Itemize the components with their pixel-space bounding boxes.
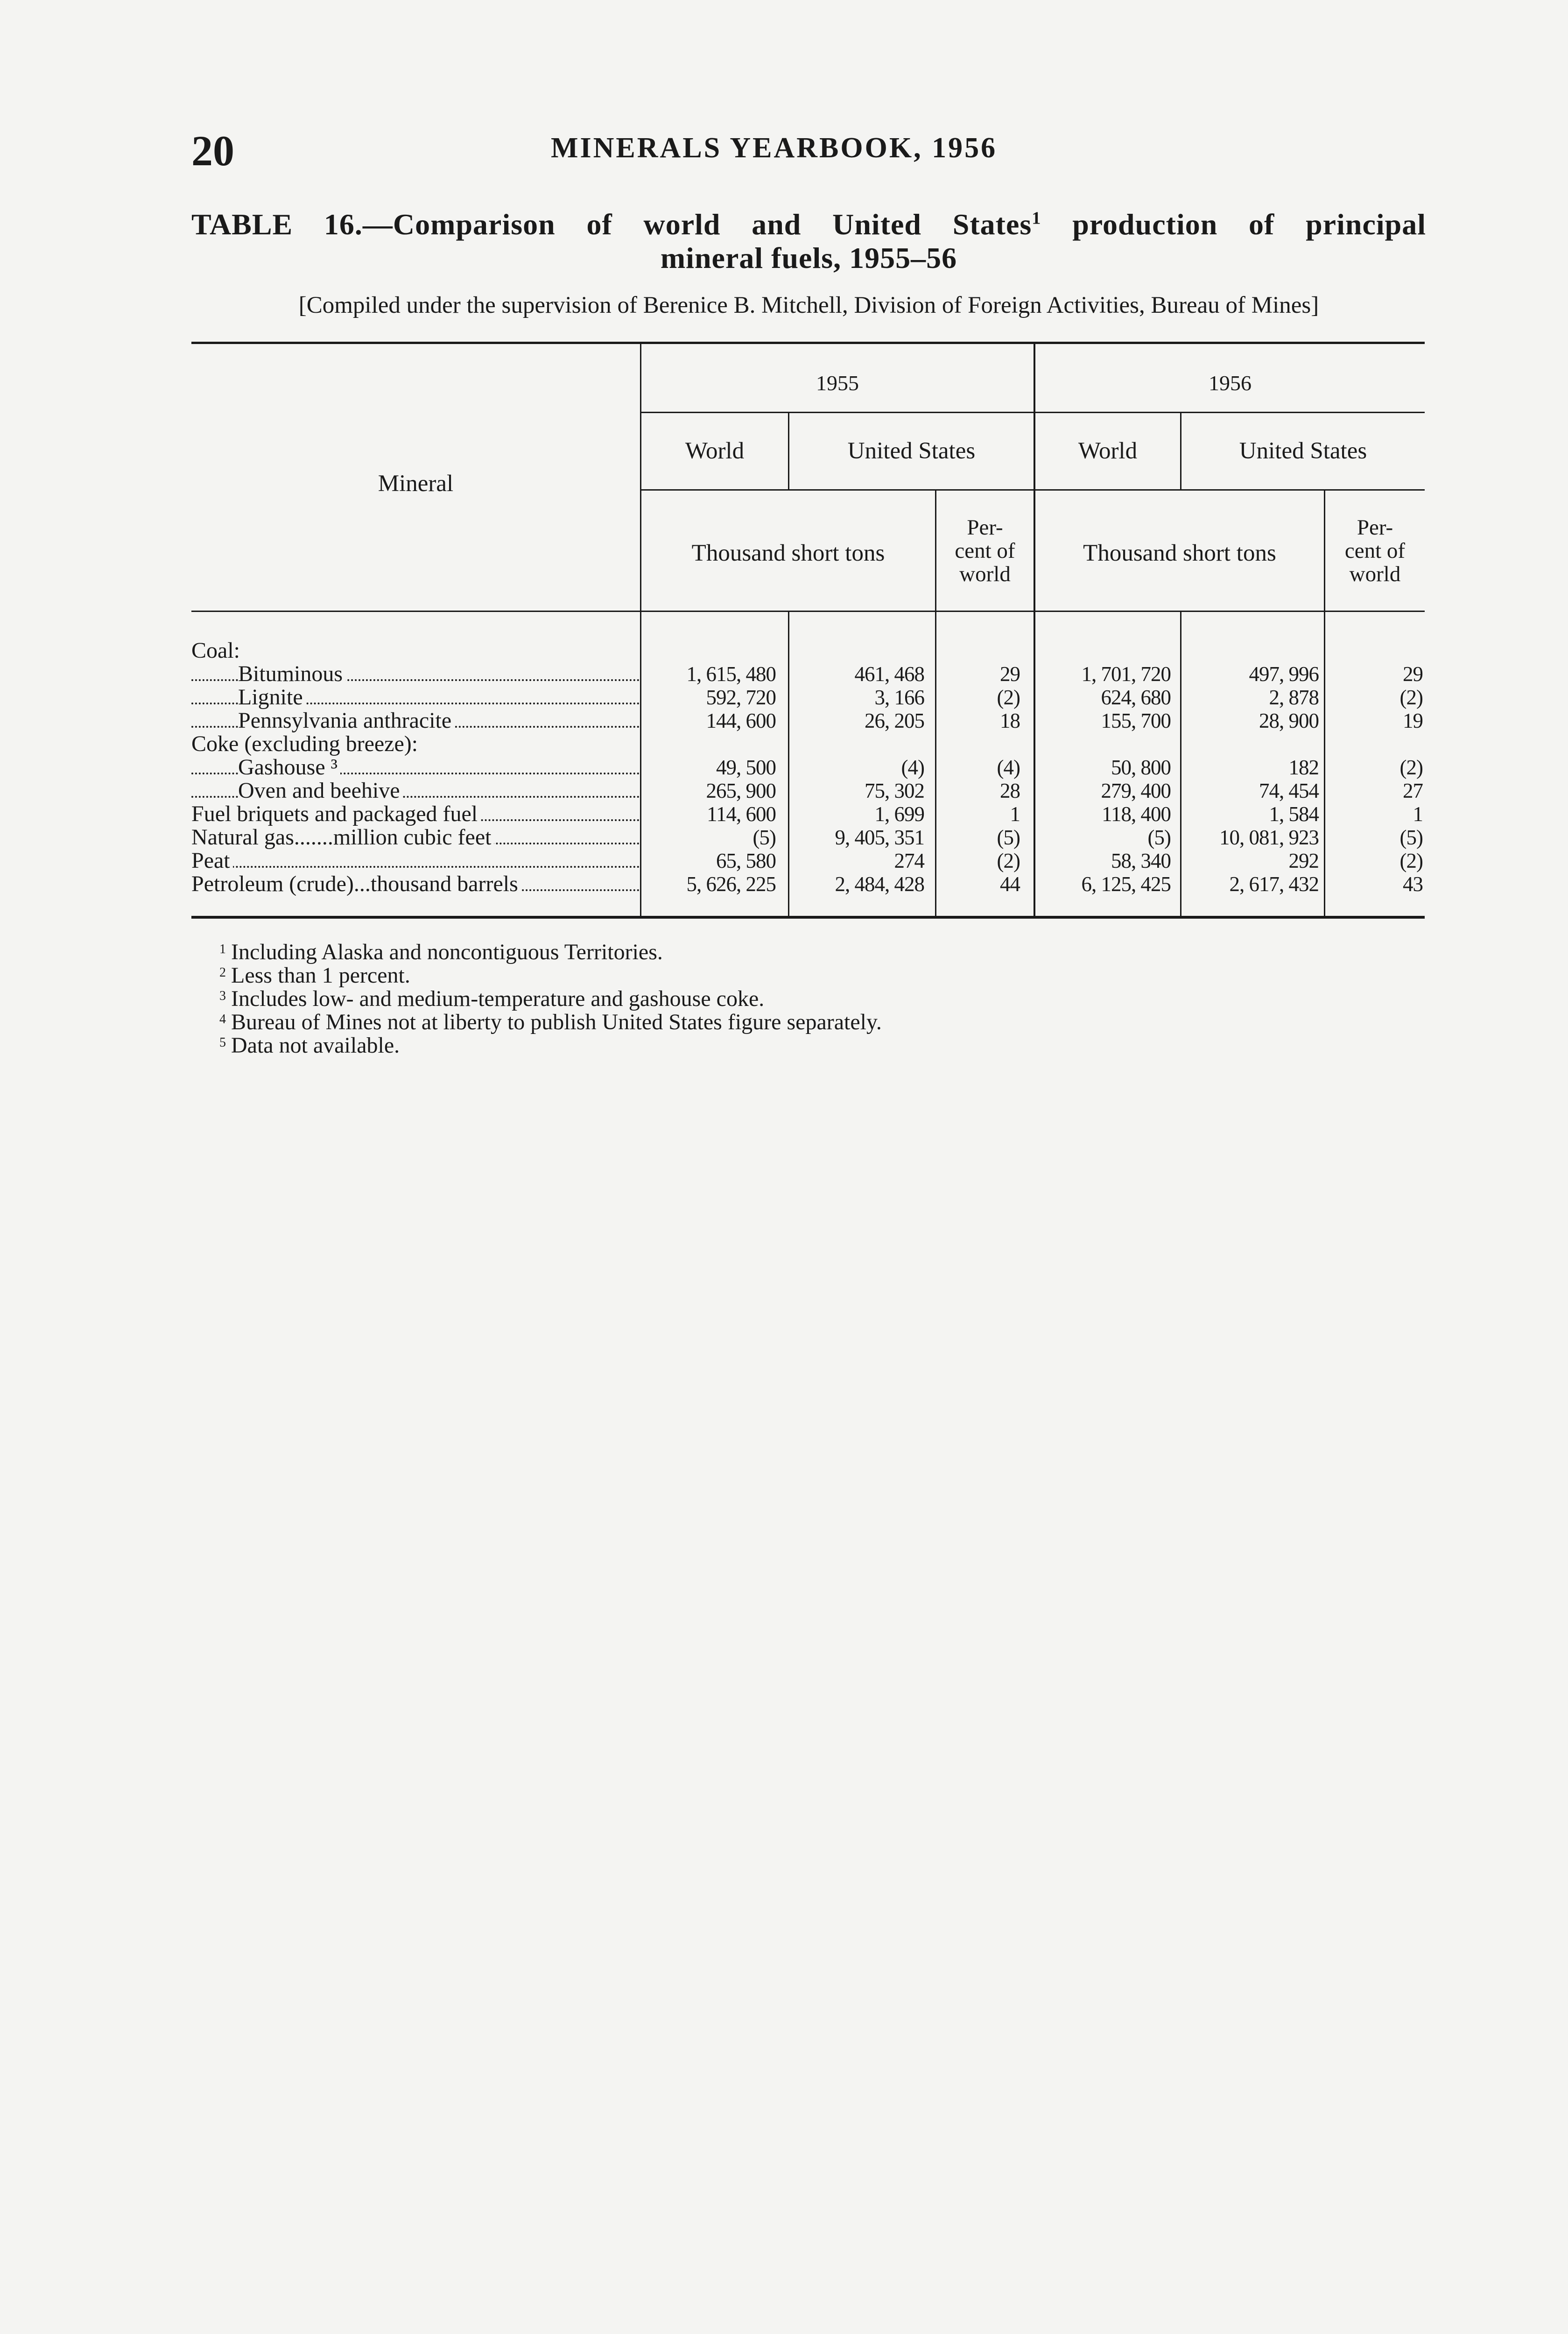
header-thousand-short-tons-1955: Thousand short tons <box>691 540 885 566</box>
row-label-text: Pennsylvania anthracite <box>238 709 454 732</box>
cell-pct-1956: (2) <box>1399 756 1423 779</box>
cell-pct-1956: 29 <box>1403 662 1423 686</box>
cell-world-1956: 1, 701, 720 <box>1081 662 1171 686</box>
running-head: MINERALS YEARBOOK, 1956 <box>551 132 998 164</box>
cell-us-1955: 2, 484, 428 <box>835 872 924 896</box>
page-header <box>191 126 1424 177</box>
cell-world-1956: 155, 700 <box>1101 709 1171 732</box>
table-title-line2: mineral fuels, 1955–56 <box>660 241 957 274</box>
row-label-text: Petroleum (crude)...thousand barrels <box>191 872 521 896</box>
cell-pct-1955: 29 <box>1000 662 1020 686</box>
cell-us-1955: 26, 205 <box>865 709 924 732</box>
table-title-line1: TABLE 16.—Comparison of world and United States$^1$ production of principal <box>191 208 1427 241</box>
cell-us-1955: 274 <box>894 849 924 872</box>
cell-pct-1955: (2) <box>997 686 1020 709</box>
year-rule-1955 <box>641 412 1034 413</box>
row-label-text: Lignite <box>238 686 306 709</box>
cell-pct-1955: 18 <box>1000 709 1020 732</box>
cell-pct-1956: 1 <box>1413 802 1423 826</box>
cell-world-1955: 144, 600 <box>706 709 776 732</box>
footnotes <box>191 941 1358 1057</box>
footnote-3: 3 Includes low- and medium-temperature and gashouse coke. <box>219 986 765 1011</box>
cell-world-1955: 592, 720 <box>706 686 776 709</box>
cell-world-1956: (5) <box>1147 826 1171 849</box>
cell-us-1956: 74, 454 <box>1259 779 1319 802</box>
header-world-1956: World <box>1078 438 1138 464</box>
row-label <box>191 709 640 732</box>
row-label <box>191 686 640 709</box>
cell-world-1955: 5, 626, 225 <box>686 872 776 896</box>
cell-pct-1955: (4) <box>997 756 1020 779</box>
header-world-1955: World <box>685 438 745 464</box>
header-thousand-short-tons-1956: Thousand short tons <box>1083 540 1276 566</box>
page-number: 20 <box>191 127 234 175</box>
header-percent-of-world-1955: Per- cent of world <box>955 515 1015 586</box>
row-label <box>191 756 640 779</box>
row-label <box>191 872 640 896</box>
row-label-text: Coke (excluding breeze): <box>191 732 421 756</box>
world-us-rule-1955 <box>641 489 1034 491</box>
cell-world-1956: 6, 125, 425 <box>1081 872 1171 896</box>
table-bottom-rule <box>191 916 1425 919</box>
cell-pct-1955: (5) <box>997 826 1020 849</box>
world-us-rule-1956 <box>1035 489 1425 491</box>
row-label <box>191 639 640 662</box>
header-us-1956: United States <box>1239 438 1367 464</box>
cell-pct-1956: 43 <box>1403 872 1423 896</box>
cell-us-1956: 2, 617, 432 <box>1229 872 1319 896</box>
cell-us-1955: (4) <box>901 756 924 779</box>
cell-us-1956: 1, 584 <box>1269 802 1319 826</box>
row-label-text: Fuel briquets and packaged fuel <box>191 802 480 826</box>
cell-world-1956: 624, 680 <box>1101 686 1171 709</box>
cell-world-1955: (5) <box>752 826 776 849</box>
cell-pct-1956: 19 <box>1403 709 1423 732</box>
table-title <box>191 208 1426 275</box>
cell-world-1956: 50, 800 <box>1111 756 1171 779</box>
footnote-4: 4 Bureau of Mines not at liberty to publish United States figure separately. <box>219 1010 882 1034</box>
cell-pct-1955: (2) <box>997 849 1020 872</box>
cell-pct-1956: (2) <box>1399 849 1423 872</box>
row-label-text: Peat <box>191 849 233 872</box>
footnote-5: 5 Data not available. <box>219 1033 400 1058</box>
cell-world-1956: 58, 340 <box>1111 849 1171 872</box>
cell-pct-1956: (2) <box>1399 686 1423 709</box>
cell-pct-1955: 1 <box>1010 802 1020 826</box>
cell-us-1955: 75, 302 <box>865 779 924 802</box>
year-rule-1956 <box>1035 412 1425 413</box>
row-label <box>191 802 640 826</box>
header-year-1956: 1956 <box>1209 371 1252 395</box>
row-label-text: Oven and beehive <box>238 779 403 802</box>
cell-us-1956: 292 <box>1288 849 1319 872</box>
footnote-1: 1 Including Alaska and noncontiguous Territories. <box>219 940 663 964</box>
cell-pct-1956: 27 <box>1403 779 1423 802</box>
cell-us-1956: 182 <box>1288 756 1319 779</box>
row-label <box>191 779 640 802</box>
cell-us-1955: 461, 468 <box>854 662 924 686</box>
header-mineral: Mineral <box>378 471 454 497</box>
row-label-text: Gashouse ³ <box>238 756 340 779</box>
row-label-text: Natural gas.......million cubic feet <box>191 826 494 849</box>
cell-world-1955: 114, 600 <box>707 802 776 826</box>
row-label <box>191 662 640 686</box>
header-us-1955: United States <box>847 438 976 464</box>
footnote-2: 2 Less than 1 percent. <box>219 963 410 988</box>
row-label-text: Coal: <box>191 639 243 662</box>
cell-us-1955: 1, 699 <box>874 802 924 826</box>
header-percent-of-world-1956: Per- cent of world <box>1344 515 1406 586</box>
cell-world-1955: 65, 580 <box>716 849 776 872</box>
row-label <box>191 849 640 872</box>
row-label-text: Bituminous <box>238 662 345 686</box>
cell-pct-1955: 28 <box>1000 779 1020 802</box>
cell-us-1955: 3, 166 <box>874 686 924 709</box>
header-year-1955: 1955 <box>816 371 859 395</box>
cell-pct-1955: 44 <box>1000 872 1020 896</box>
row-label <box>191 732 640 756</box>
cell-world-1955: 265, 900 <box>706 779 776 802</box>
compiled-note: [Compiled under the supervision of Berenice B. Mitchell, Division of Foreign Activities, Bureau of Mines] <box>298 292 1319 318</box>
cell-us-1956: 2, 878 <box>1269 686 1319 709</box>
cell-pct-1956: (5) <box>1399 826 1423 849</box>
cell-us-1956: 10, 081, 923 <box>1219 826 1319 849</box>
cell-us-1956: 28, 900 <box>1259 709 1319 732</box>
header-bottom-rule <box>191 611 1425 612</box>
cell-world-1956: 118, 400 <box>1102 802 1171 826</box>
row-label <box>191 826 640 849</box>
table-top-rule <box>191 342 1425 344</box>
cell-world-1955: 49, 500 <box>716 756 776 779</box>
cell-world-1955: 1, 615, 480 <box>686 662 776 686</box>
cell-world-1956: 279, 400 <box>1101 779 1171 802</box>
cell-us-1955: 9, 405, 351 <box>835 826 924 849</box>
cell-us-1956: 497, 996 <box>1249 662 1319 686</box>
